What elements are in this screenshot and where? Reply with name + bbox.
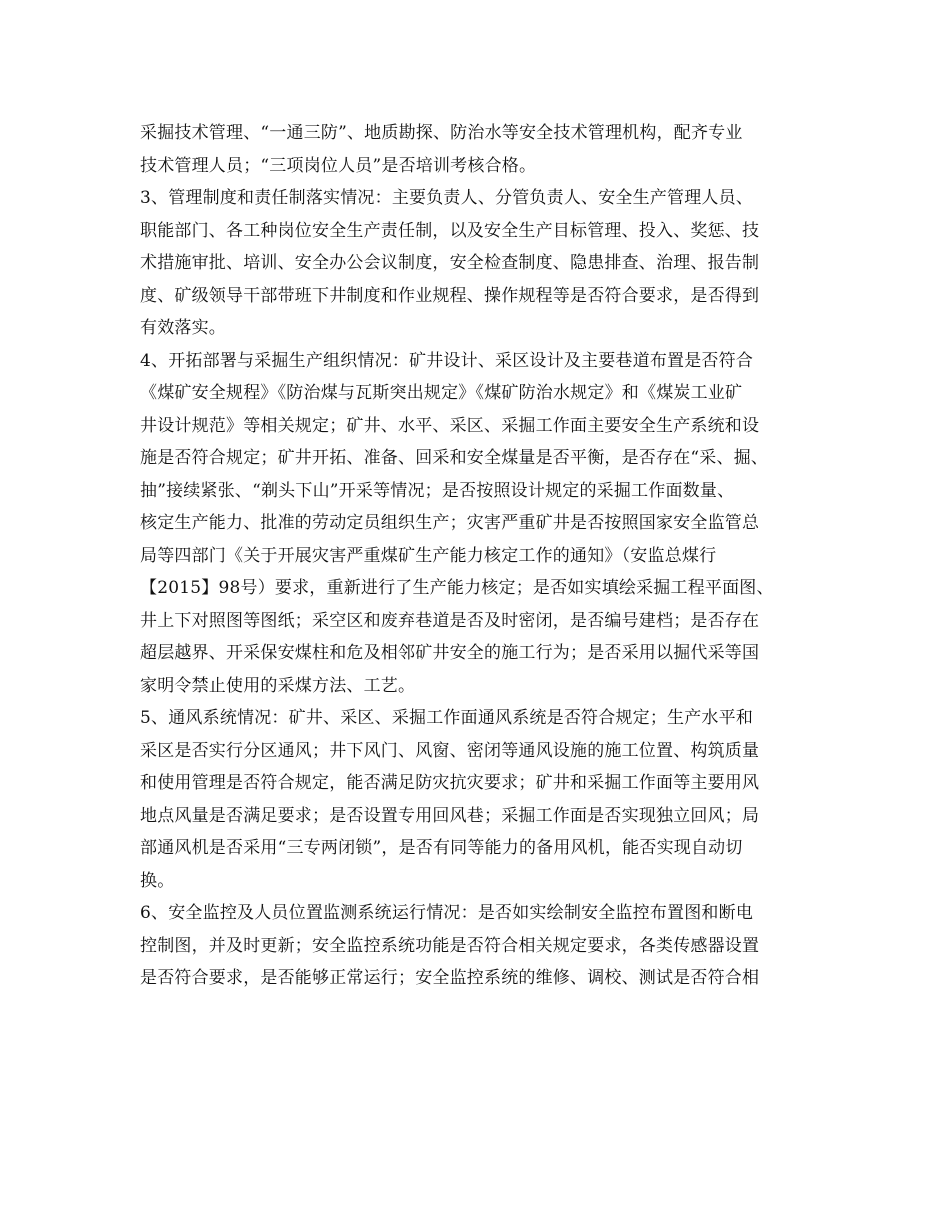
text-line: 6、安全监控及人员位置监测系统运行情况：是否如实绘制安全监控布置图和断电 [140,903,754,923]
text-line: 技术管理人员；“三项岗位人员”是否培训考核合格。 [140,155,537,176]
text-line: 3、管理制度和责任制落实情况：主要负责人、分管负责人、安全生产管理人员、 [140,188,754,208]
text-line: 《煤矿安全规程》《防治煤与瓦斯突出规定》《煤矿防治水规定》和《煤炭工业矿 [140,383,743,403]
text-line: 井设计规范》等相关规定；矿井、水平、采区、采掘工作面主要安全生产系统和设 [140,415,760,436]
text-line: 抽”接续紧张、“剃头下山”开采等情况；是否按照设计规定的采掘工作面数量、 [140,480,735,501]
text-line: 施是否符合规定；矿井开拓、准备、回采和安全煤量是否平衡，是否存在“采、掘、 [140,448,769,468]
text-line: 超层越界、开采保安煤柱和危及相邻矿井安全的施工行为；是否采用以掘代采等国 [140,643,760,663]
text-line: 家明令禁止使用的采煤方法、工艺。 [140,675,416,696]
document-body [140,117,820,995]
text-line: 局等四部门《关于开展灾害严重煤矿生产能力核定工作的通知》（安监总煤行 [140,545,717,566]
text-line: 和使用管理是否符合规定，能否满足防灾抗灾要求；矿井和采掘工作面等主要用风 [140,773,760,793]
text-line: 有效落实。 [140,318,226,338]
text-line: 部通风机是否采用“三专两闭锁”，是否有同等能力的备用风机，能否实现自动切 [140,838,743,858]
text-line: 4、开拓部署与采掘生产组织情况：矿井设计、采区设计及主要巷道布置是否符合 [140,350,754,371]
text-line: 控制图，并及时更新；安全监控系统功能是否符合相关规定要求，各类传感器设置 [140,935,760,956]
text-line: 井上下对照图等图纸；采空区和废弃巷道是否及时密闭，是否编号建档；是否存在 [140,610,760,631]
text-line: 职能部门、各工种岗位安全生产责任制，以及安全生产目标管理、投入、奖惩、技 [140,220,760,241]
text-line: 是否符合要求，是否能够正常运行；安全监控系统的维修、调校、测试是否符合相 [140,968,760,988]
text-line: 换。 [140,870,175,891]
text-line: 地点风量是否满足要求；是否设置专用回风巷；采掘工作面是否实现独立回风；局 [140,805,760,826]
text-line: 【2015】98号）要求，重新进行了生产能力核定；是否如实填绘采掘工程平面图、 [140,578,774,598]
text-line: 采区是否实行分区通风；井下风门、风窗、密闭等通风设施的施工位置、构筑质量 [140,740,760,761]
text-line: 5、通风系统情况：矿井、采区、采掘工作面通风系统是否符合规定；生产水平和 [140,708,754,728]
text-line: 核定生产能力、批准的劳动定员组织生产；灾害严重矿井是否按照国家安全监管总 [140,513,760,533]
text-line: 度、矿级领导干部带班下井制度和作业规程、操作规程等是否符合要求，是否得到 [140,285,760,306]
text-line: 术措施审批、培训、安全办公会议制度，安全检查制度、隐患排查、治理、报告制 [140,253,760,273]
text-line: 采掘技术管理、“一通三防”、地质勘探、防治水等安全技术管理机构，配齐专业 [140,123,743,143]
